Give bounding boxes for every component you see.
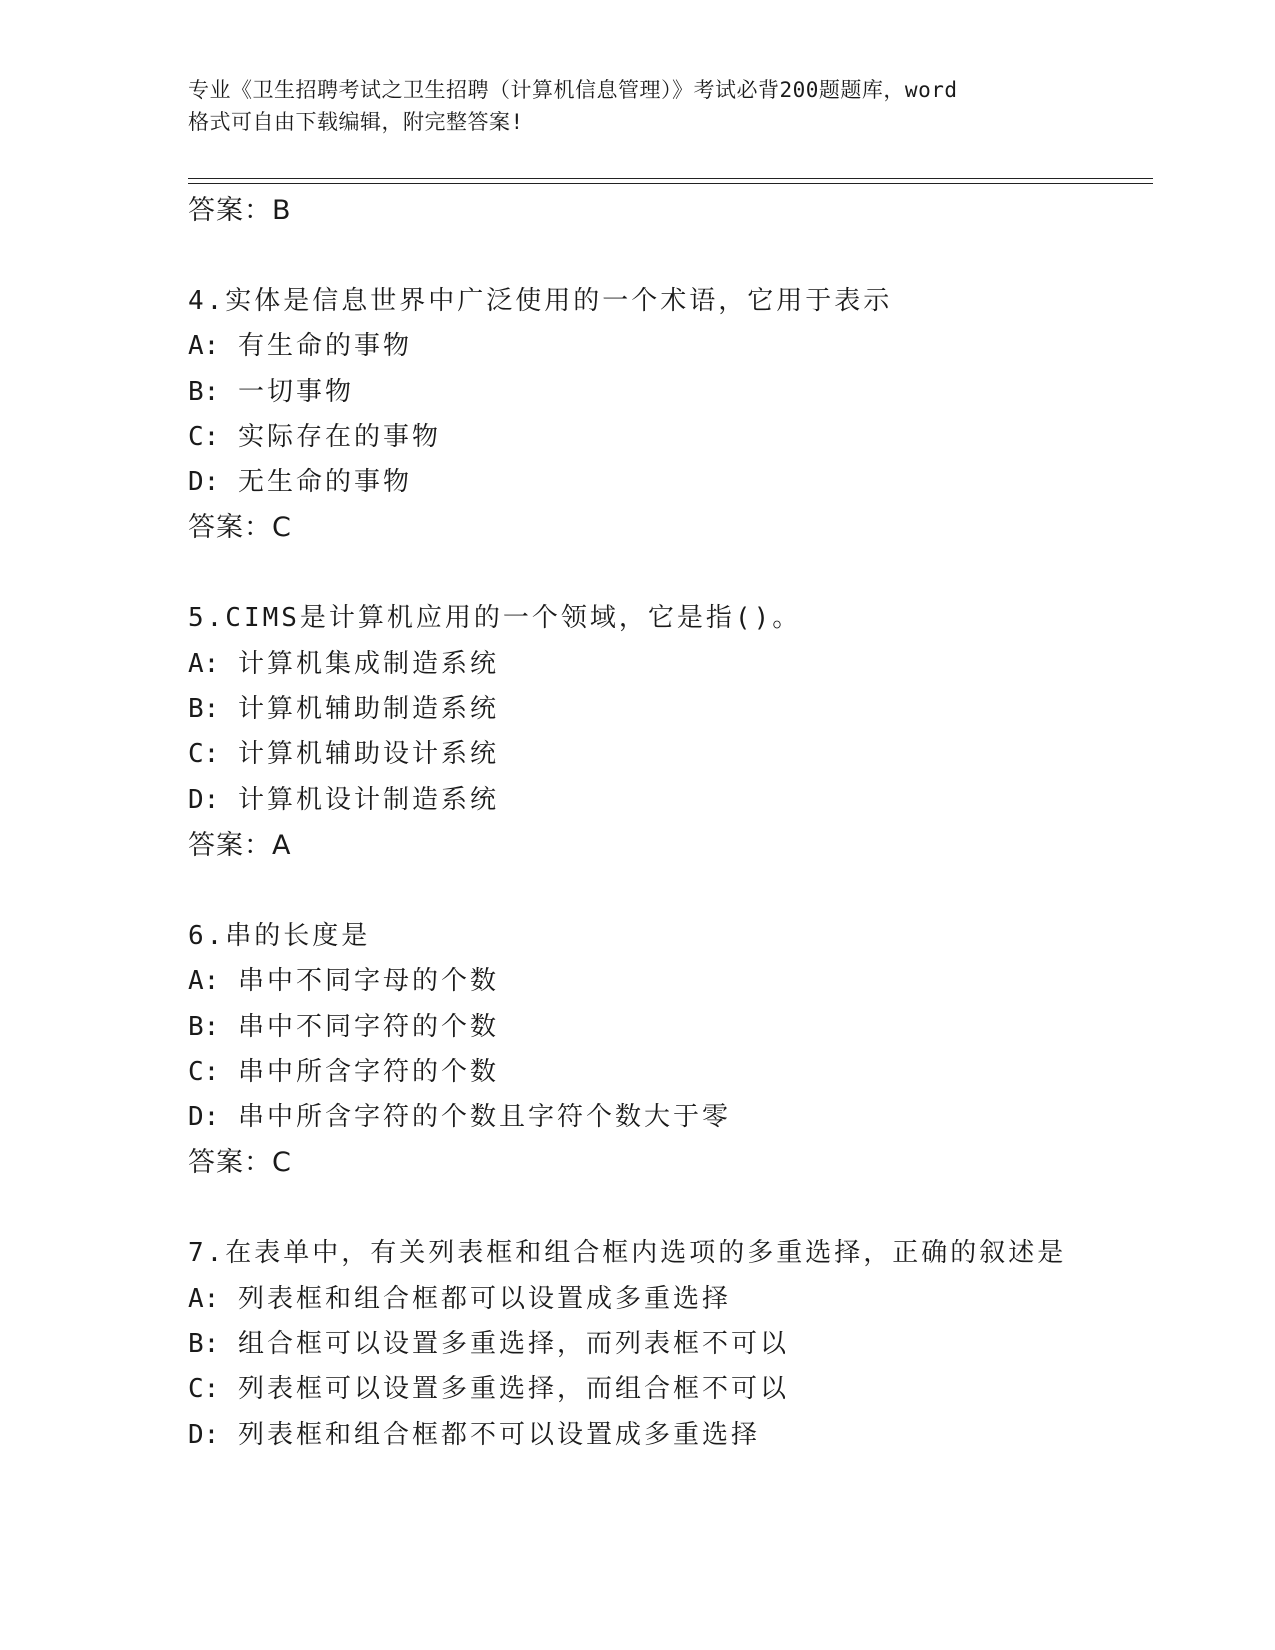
option-c xyxy=(188,732,1148,777)
header-line-2: 格式可自由下载编辑，附完整答案! xyxy=(188,110,524,134)
header-line-1: 专业《卫生招聘考试之卫生招聘（计算机信息管理）》考试必背200题题库，word xyxy=(188,78,958,102)
option-b xyxy=(188,1322,1148,1367)
option-label: D: xyxy=(188,1102,220,1133)
option-label: B: xyxy=(188,694,220,725)
option-label: C: xyxy=(188,739,220,770)
answer-line: 答案：A xyxy=(188,829,292,861)
option-text: 计算机辅助设计系统 xyxy=(237,739,499,770)
option-text: 计算机集成制造系统 xyxy=(237,648,499,679)
option-c xyxy=(188,1367,1148,1412)
option-text: 无生命的事物 xyxy=(237,467,412,498)
option-label: A: xyxy=(188,1283,220,1314)
option-c xyxy=(188,1050,1148,1095)
option-text: 串中所含字符的个数 xyxy=(237,1056,499,1087)
option-c xyxy=(188,415,1148,460)
option-text: 串中不同字母的个数 xyxy=(237,966,499,997)
option-text: 列表框和组合框都不可以设置成多重选择 xyxy=(237,1419,760,1450)
option-label: B: xyxy=(188,1329,220,1360)
question-block xyxy=(188,1231,1148,1457)
header-rule-bottom xyxy=(188,183,1153,184)
option-text: 一切事物 xyxy=(237,376,354,407)
option-label: C: xyxy=(188,421,220,452)
question-title: 6.串的长度是 xyxy=(188,920,371,951)
option-text: 串中所含字符的个数且字符个数大于零 xyxy=(237,1102,731,1133)
option-b xyxy=(188,687,1148,732)
question-block xyxy=(188,596,1148,868)
option-label: C: xyxy=(188,1374,220,1405)
option-label: A: xyxy=(188,331,220,362)
option-text: 列表框和组合框都可以设置成多重选择 xyxy=(237,1283,731,1314)
option-label: D: xyxy=(188,1419,220,1450)
option-label: B: xyxy=(188,1011,220,1042)
option-b xyxy=(188,370,1148,415)
option-label: D: xyxy=(188,467,220,498)
option-label: C: xyxy=(188,1056,220,1087)
question-block xyxy=(188,279,1148,551)
option-a xyxy=(188,642,1148,687)
question-title: 7.在表单中，有关列表框和组合框内选项的多重选择，正确的叙述是 xyxy=(188,1238,1067,1269)
header-rule-top xyxy=(188,178,1153,179)
option-text: 计算机设计制造系统 xyxy=(237,784,499,815)
question-title: 5.CIMS是计算机应用的一个领域，它是指()。 xyxy=(188,603,802,634)
option-b xyxy=(188,1005,1148,1050)
answer-line: 答案：C xyxy=(188,512,292,544)
option-label: D: xyxy=(188,784,220,815)
question-block xyxy=(188,914,1148,1186)
option-text: 实际存在的事物 xyxy=(237,421,441,452)
option-a xyxy=(188,1277,1148,1322)
question-list xyxy=(188,188,1148,1458)
previous-answer: 答案：B xyxy=(188,195,292,226)
option-text: 列表框可以设置多重选择，而组合框不可以 xyxy=(237,1374,789,1405)
option-text: 组合框可以设置多重选择，而列表框不可以 xyxy=(237,1329,789,1360)
option-d xyxy=(188,1413,1148,1458)
option-a xyxy=(188,959,1148,1004)
document-header xyxy=(188,74,1088,138)
option-text: 有生命的事物 xyxy=(237,331,412,362)
option-label: A: xyxy=(188,966,220,997)
option-d xyxy=(188,460,1148,505)
answer-line: 答案：C xyxy=(188,1147,292,1179)
option-text: 计算机辅助制造系统 xyxy=(237,694,499,725)
option-d xyxy=(188,778,1148,823)
option-label: B: xyxy=(188,376,220,407)
question-title: 4.实体是信息世界中广泛使用的一个术语，它用于表示 xyxy=(188,286,893,316)
option-text: 串中不同字符的个数 xyxy=(237,1011,499,1042)
option-a xyxy=(188,324,1148,369)
option-label: A: xyxy=(188,648,220,679)
option-d xyxy=(188,1095,1148,1140)
